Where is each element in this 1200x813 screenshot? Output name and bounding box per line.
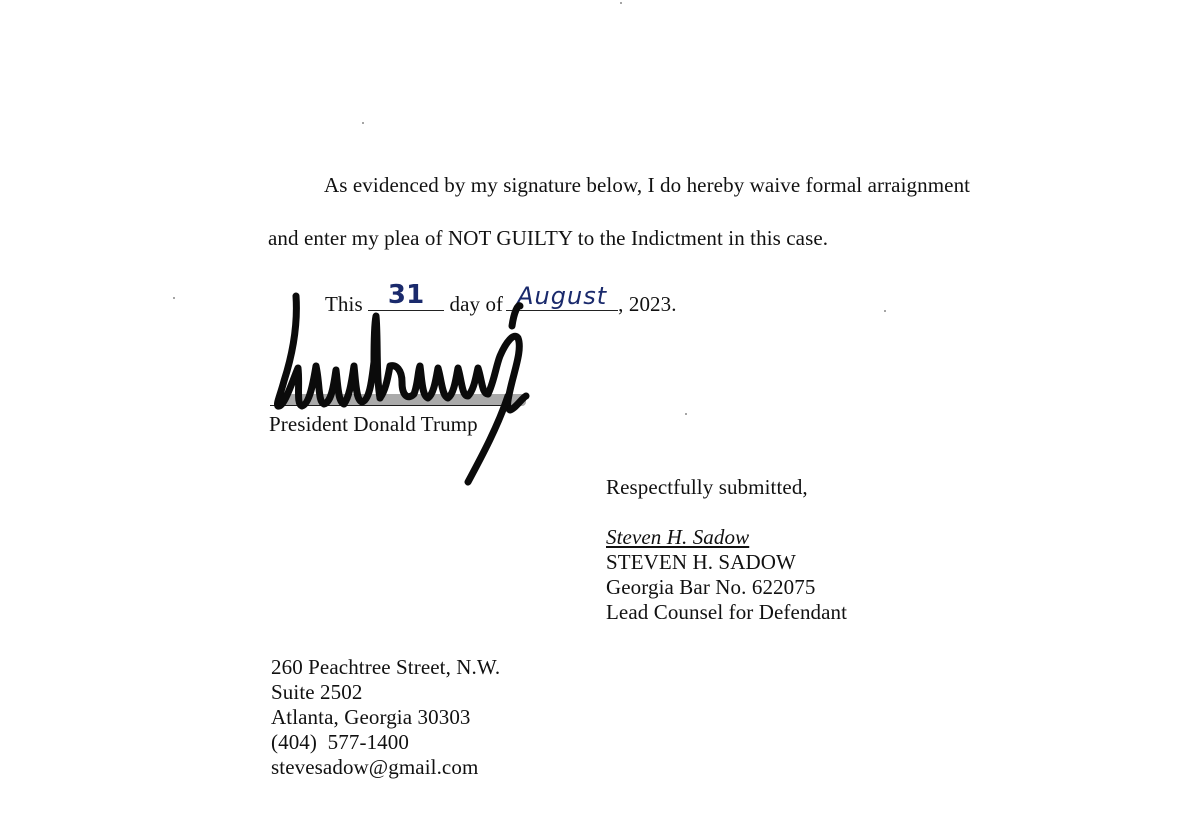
scan-speck bbox=[620, 2, 622, 4]
counsel-role: Lead Counsel for Defendant bbox=[606, 600, 848, 624]
address-city: Atlanta, Georgia 30303 bbox=[271, 705, 471, 729]
scan-speck bbox=[173, 297, 175, 299]
closing-line: Respectfully submitted, bbox=[606, 475, 808, 499]
handwritten-month: August bbox=[517, 282, 608, 310]
scan-speck bbox=[685, 413, 687, 415]
scan-speck bbox=[884, 310, 886, 312]
date-prefix: This bbox=[325, 292, 363, 316]
defendant-name: President Donald Trump bbox=[269, 412, 478, 436]
scan-speck bbox=[362, 122, 364, 124]
bar-number: Georgia Bar No. 622075 bbox=[606, 575, 816, 599]
waiver-paragraph-line1: As evidenced by my signature below, I do hereby waive formal arraignment bbox=[324, 173, 971, 197]
date-middle: day of bbox=[449, 292, 504, 316]
electronic-signature: Steven H. Sadow bbox=[606, 525, 750, 549]
handwritten-day: 31 bbox=[387, 280, 425, 310]
address-street: 260 Peachtree Street, N.W. bbox=[271, 655, 501, 679]
email-address: stevesadow@gmail.com bbox=[271, 755, 479, 779]
phone-number: (404) 577-1400 bbox=[271, 730, 409, 754]
address-suite: Suite 2502 bbox=[271, 680, 363, 704]
waiver-paragraph-line2: and enter my plea of NOT GUILTY to the Indictment in this case. bbox=[268, 226, 829, 250]
handwritten-signature bbox=[262, 286, 552, 496]
date-suffix: , 2023. bbox=[618, 292, 677, 316]
counsel-name: STEVEN H. SADOW bbox=[606, 550, 796, 574]
